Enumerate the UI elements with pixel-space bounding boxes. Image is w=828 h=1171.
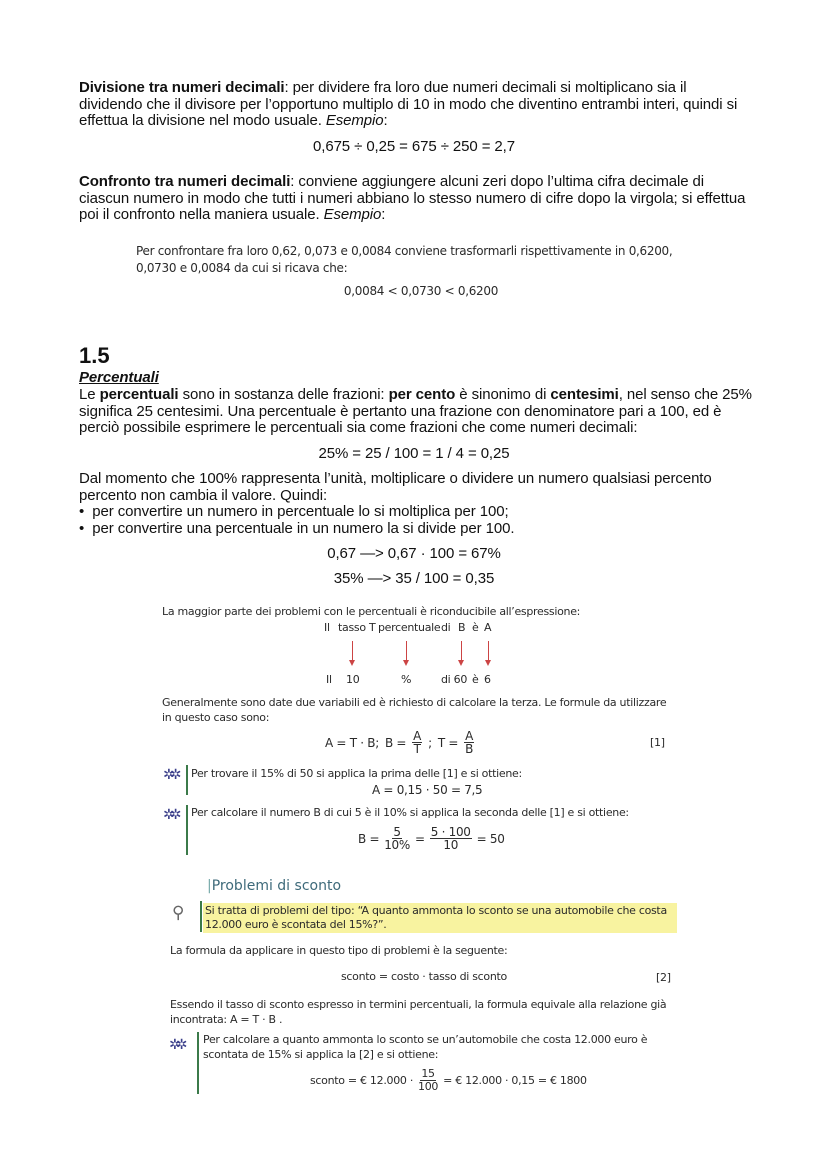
lightbulb-icon: ⚲	[172, 903, 185, 922]
arrow-down-icon	[461, 641, 462, 661]
section-number: 1.5	[79, 343, 110, 368]
section-subtitle: Percentuali	[79, 369, 159, 386]
arrow-down-icon	[488, 641, 489, 661]
formula-ref-1: [1]	[650, 736, 665, 749]
discount-example-formula: sconto = € 12.000 · $\frac{15}{100}$ = € 12.000 · 0,15 = € 1800	[310, 1067, 587, 1093]
expression-diagram: Il tasso T percentuale di B è A Il 10 % di 60 è 6	[324, 621, 492, 686]
comparison-paragraph: Confronto tra numeri decimali: conviene aggiungere alcuni zeri dopo l’ultima cifra decimale di ciascun numero in modo che tutti i numeri abbiano lo stesso numero di cifre dopo la virgola; si effettua poi il confronto nella maniera usuale. Esempio:	[79, 173, 746, 223]
gear-icon: ✲✲	[163, 806, 177, 822]
discount-example-text: Per calcolare a quanto ammonta lo sconto se un’automobile che costa 12.000 euro è scontata de 15% si applica la [2] e si ottiene:	[203, 1033, 648, 1061]
percent-bullet-list	[79, 504, 754, 537]
gear-icon: ✲✲	[163, 766, 177, 782]
gear-icon: ✲✲	[169, 1036, 183, 1052]
discount-heading: |Problemi di sconto	[207, 878, 342, 894]
green-bar	[186, 805, 188, 855]
comparison-example-text: Per confrontare fra loro 0,62, 0,073 e 0,0084 conviene trasformarli rispettivamente in 0,6200, 0,0730 e 0,0084 da cui si ricava che:	[136, 244, 673, 275]
example-2-formula: B = $\frac{5}{10\%}$ = $\frac{5 \cdot 100}{10}$ = 50	[358, 825, 505, 852]
division-paragraph: Divisione tra numeri decimali: per dividere fra loro due numeri decimali si moltiplicano sia il dividendo che il divisore per l’opportuno multiplo di 10 in modo che diventino entrambi interi, quindi si effettua la divisione nel modo usuale. Esempio:	[79, 79, 738, 129]
bullet-item: • per convertire un numero in percentuale lo si moltiplica per 100;	[79, 503, 509, 520]
discount-highlight-text: Si tratta di problemi del tipo: “A quanto ammonta lo sconto se una automobile che costa 12.000 euro è scontata del 15%?”.	[203, 903, 677, 933]
bullet-item: • per convertire una percentuale in un numero la si divide per 100.	[79, 519, 515, 537]
formulas-1: A = T · B; B = $\frac{A}{T}$ ; T = $\frac{A}{B}$	[325, 729, 474, 756]
arrow-down-icon	[406, 641, 407, 661]
discount-formula-intro: La formula da applicare in questo tipo di problemi è la seguente:	[170, 944, 508, 957]
division-title: Divisione tra numeri decimali	[79, 79, 285, 96]
discount-equivalence: Essendo il tasso di sconto espresso in termini percentuali, la formula equivale alla relazione già incontrata: A = T · B .	[170, 998, 667, 1026]
division-formula: 0,675 ÷ 0,25 = 675 ÷ 250 = 2,7	[313, 138, 515, 155]
percent-formula-1: 25% = 25 / 100 = 1 / 4 = 0,25	[318, 445, 510, 462]
arrow-down-icon	[352, 641, 353, 661]
book1-general: Generalmente sono date due variabili ed è richiesto di calcolare la terza. Le formule da utilizzare in questo caso sono:	[162, 696, 667, 724]
comparison-title: Confronto tra numeri decimali	[79, 173, 291, 190]
section-intro: Le percentuali sono in sostanza delle frazioni: per cento è sinonimo di centesimi, nel senso che 25% significa 25 centesimi. Una percentuale è pertanto una frazione con denominatore pari a 100, ed è perciò possibile esprimere le percentuali sia come frazioni che come numeri decimali:	[79, 386, 752, 436]
example-2-text: Per calcolare il numero B di cui 5 è il 10% si applica la seconda delle [1] e si ottiene:	[191, 806, 629, 819]
percent-paragraph-2: Dal momento che 100% rappresenta l’unità, moltiplicare o dividere un numero qualsiasi percento percento non cambia il valore. Quindi:	[79, 470, 712, 504]
discount-formula: sconto = costo · tasso di sconto	[341, 970, 507, 983]
green-bar	[200, 901, 202, 932]
formula-ref-2: [2]	[656, 971, 671, 984]
example-1-formula: A = 0,15 · 50 = 7,5	[372, 783, 483, 797]
green-bar	[186, 765, 188, 795]
book1-intro: La maggior parte dei problemi con le percentuali è riconducibile all’espressione:	[162, 605, 581, 618]
percent-formula-2: 0,67 —> 0,67 · 100 = 67%	[327, 545, 501, 562]
percent-formula-3: 35% —> 35 / 100 = 0,35	[333, 570, 495, 587]
comparison-example-formula: 0,0084 < 0,0730 < 0,6200	[343, 284, 499, 298]
green-bar	[197, 1032, 199, 1094]
example-1-text: Per trovare il 15% di 50 si applica la prima delle [1] e si ottiene:	[191, 767, 522, 780]
